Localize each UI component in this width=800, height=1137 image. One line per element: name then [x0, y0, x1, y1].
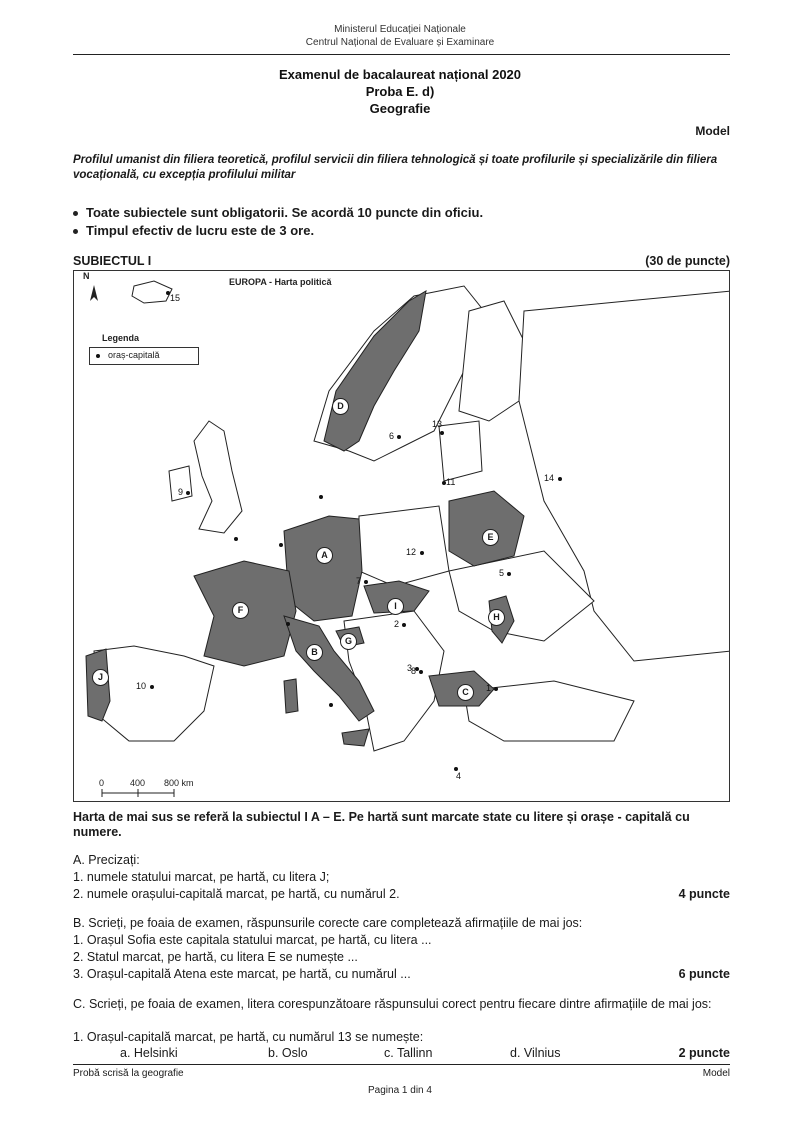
north-label: N	[83, 271, 90, 281]
capital-dot-icon	[402, 623, 406, 627]
footer-left: Probă scrisă la geografie	[73, 1068, 184, 1079]
map-intro: Harta de mai sus se referă la subiectul I A – E. Pe hartă sunt marcate state cu litere și orașe - capitală cu numere.	[73, 810, 690, 839]
capital-dot-icon	[364, 580, 368, 584]
capital-number: 10	[136, 681, 147, 691]
section-a-title: A. Precizați:	[73, 853, 140, 867]
capital-dot-icon	[279, 543, 283, 547]
profile-text: Profilul umanist din filiera teoretică, profilul servicii din filiera tehnologică și toate profilurile și specializările din filiera vocațională, cu excepția profilului militar	[73, 154, 718, 181]
capital-number: 1	[486, 683, 492, 693]
exam-title: Examenul de bacalaureat național 2020	[278, 67, 522, 82]
exam-proba: Proba E. d)	[365, 84, 435, 99]
state-marker-a: A	[316, 547, 333, 564]
state-marker-g: G	[340, 633, 357, 650]
footer-right: Model	[702, 1068, 730, 1079]
state-marker-f: F	[232, 602, 249, 619]
scale-0: 0	[99, 778, 105, 788]
subject-heading: SUBIECTUL I (30 de puncte)	[73, 254, 730, 268]
state-marker-j: J	[92, 669, 109, 686]
section-b-title: B. Scrieți, pe foaia de examen, răspunsurile corecte care completează afirmațiile de mai jos:	[73, 916, 583, 930]
exam-subject: Geografie	[369, 101, 431, 116]
capital-dot-icon	[419, 670, 423, 674]
section-c-points: 2 puncte	[678, 1046, 730, 1060]
map-title: EUROPA - Harta politică	[229, 277, 332, 287]
capital-number: 8	[411, 666, 417, 676]
state-marker-i: I	[387, 598, 404, 615]
capital-dot-icon	[558, 477, 562, 481]
section-b-item-1: 1. Orașul Sofia este capitala statului marcat, pe hartă, cu litera ...	[73, 933, 432, 947]
model-label: Model	[695, 124, 730, 138]
capital-number: 6	[389, 431, 395, 441]
option-d: d. Vilnius	[510, 1046, 561, 1060]
page-number: Pagina 1 din 4	[368, 1085, 432, 1096]
capital-number: 5	[499, 568, 505, 578]
section-a-points: 4 puncte	[678, 887, 730, 901]
capital-dot-icon	[234, 537, 238, 541]
section-b-points: 6 puncte	[678, 967, 730, 981]
capital-number: 7	[356, 576, 362, 586]
header-divider	[73, 54, 730, 55]
capital-dot-icon	[507, 572, 511, 576]
legend-box	[89, 347, 199, 365]
section-c-title: C. Scrieți, pe foaia de examen, litera corespunzătoare răspunsului corect pentru fiecare dintre afirmațiile de mai jos:	[73, 997, 712, 1011]
option-a: a. Helsinki	[120, 1046, 178, 1060]
capital-dot-icon	[166, 291, 170, 295]
capital-number: 2	[394, 619, 400, 629]
bullet-1: Toate subiectele sunt obligatorii. Se acordă 10 puncte din oficiu.	[73, 205, 483, 220]
state-marker-h: H	[488, 609, 505, 626]
capital-dot-icon	[319, 495, 323, 499]
section-b-item-2: 2. Statul marcat, pe hartă, cu litera E se numește ...	[73, 950, 358, 964]
capital-number: 15	[170, 293, 181, 303]
capital-number: 3	[407, 663, 413, 673]
capital-dot-icon	[150, 685, 154, 689]
capital-number: 9	[178, 487, 184, 497]
option-b: b. Oslo	[268, 1046, 308, 1060]
state-marker-c: C	[457, 684, 474, 701]
section-a-item-2: 2. numele orașului-capitală marcat, pe hartă, cu numărul 2. 4 puncte	[73, 887, 730, 901]
scale-800: 800 km	[164, 778, 194, 788]
capital-dot-icon	[96, 354, 100, 358]
bullet-2: Timpul efectiv de lucru este de 3 ore.	[73, 223, 314, 238]
section-c-item-1: 1. Orașul-capitală marcat, pe hartă, cu numărul 13 se numește:	[73, 1030, 424, 1044]
center-line: Centrul Național de Evaluare și Examinare	[305, 37, 495, 48]
capital-number: 4	[456, 771, 462, 781]
state-marker-d: D	[332, 398, 349, 415]
capital-dot-icon	[442, 481, 446, 485]
ministry-line: Ministerul Educației Naționale	[334, 24, 466, 35]
legend-title: Legenda	[102, 333, 140, 343]
capital-dot-icon	[420, 551, 424, 555]
section-a-item-1: 1. numele statului marcat, pe hartă, cu litera J;	[73, 870, 330, 884]
capital-dot-icon	[494, 687, 498, 691]
state-marker-e: E	[482, 529, 499, 546]
capital-number: 13	[432, 419, 443, 429]
capital-dot-icon	[186, 491, 190, 495]
footer-divider	[73, 1064, 730, 1065]
state-marker-b: B	[306, 644, 323, 661]
section-b-item-3: 3. Orașul-capitală Atena este marcat, pe hartă, cu numărul ... 6 puncte	[73, 967, 730, 981]
capital-number: 11	[446, 477, 456, 487]
legend-item: oraș-capitală	[108, 350, 160, 360]
capital-dot-icon	[286, 622, 290, 626]
capital-dot-icon	[454, 767, 458, 771]
bullet-dot-icon	[73, 229, 78, 234]
scale-400: 400	[130, 778, 146, 788]
subject-points: (30 de puncte)	[645, 254, 730, 268]
capital-dot-icon	[329, 703, 333, 707]
option-c: c. Tallinn	[384, 1046, 433, 1060]
europe-map	[73, 270, 730, 802]
bullet-dot-icon	[73, 211, 78, 216]
capital-number: 14	[544, 473, 555, 483]
capital-dot-icon	[397, 435, 401, 439]
capital-dot-icon	[440, 431, 444, 435]
capital-number: 12	[406, 547, 417, 557]
